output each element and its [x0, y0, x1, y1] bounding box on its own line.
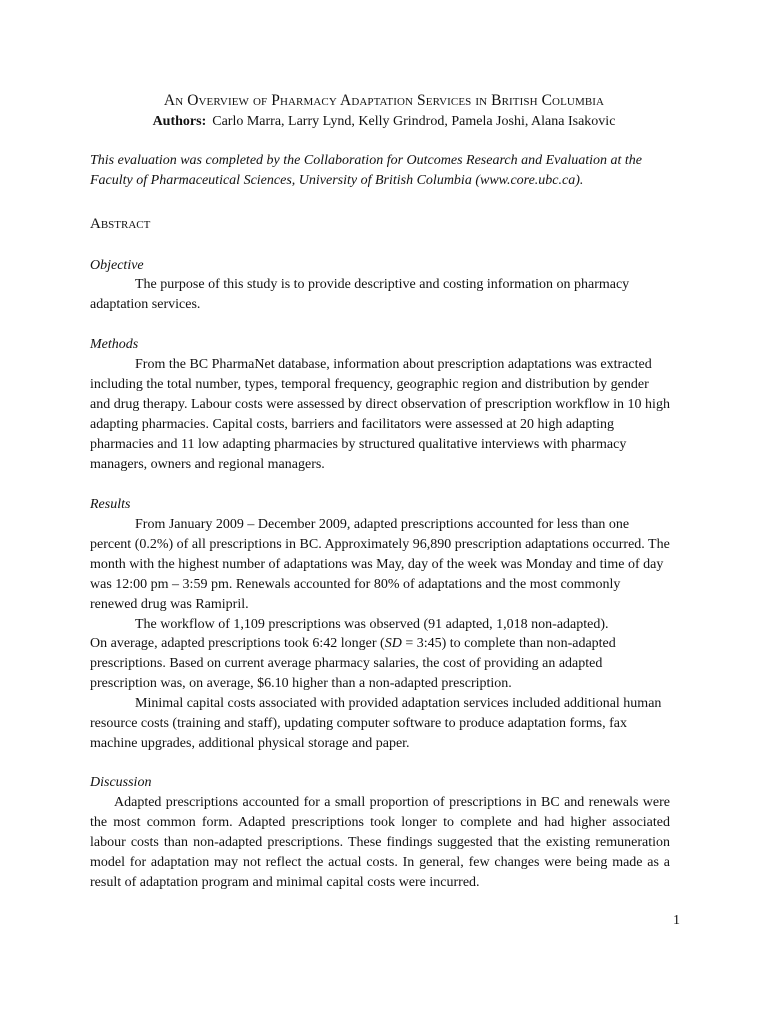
objective-heading: Objective	[90, 258, 144, 273]
methods-text: From the BC PharmaNet database, information about prescription adaptations was extracted including the total number, types, temporal frequency, geographic region and distribution by gender and drug therapy. Labour costs were assessed by direct observation of prescription workflow in 10 high adapting pharmacies. Capital costs, barriers and facilitators were assessed at 20 high adapting pharmacies and 11 low adapting pharmacies by structured qualitative interviews with pharmacy managers, owners and regional managers.	[90, 357, 670, 472]
discussion-text: Adapted prescriptions accounted for a small proportion of prescriptions in BC and renewals were the most common form. Adapted prescriptions took longer to complete and had higher associated labour costs than non-adapted prescriptions. These findings suggested that the existing remuneration model for adaptation may not reflect the actual costs. In general, few changes were being made as a result of adaptation program and minimal capital costs were incurred.	[90, 795, 670, 890]
results-heading: Results	[90, 497, 131, 512]
discussion-heading: Discussion	[90, 775, 152, 790]
authors-label: Authors:	[152, 114, 207, 129]
results-paragraph-2-line-1: The workflow of 1,109 prescriptions was observed (91 adapted, 1,018 non-adapted).	[135, 617, 609, 632]
results-paragraph-2: On average, adapted prescriptions took 6:42 longer (SD = 3:45) to complete than non-adapted prescriptions. Based on current average pharmacy salaries, the cost of providing an adapted prescription was, on average, $6.10 higher than a non-adapted prescription.	[90, 636, 616, 691]
results-paragraph-1: From January 2009 – December 2009, adapted prescriptions accounted for less than one percent (0.2%) of all prescriptions in BC. Approximately 96,890 prescription adaptations occurred. The month with the highest number of adaptations was May, day of the week was Monday and time of day was 12:00 pm – 3:59 pm. Renewals accounted for 80% of adaptations and the most commonly renewed drug was Ramipril.	[90, 517, 670, 612]
page-number: 1	[673, 913, 680, 928]
abstract-heading: Abstract	[90, 216, 151, 232]
results-paragraph-3: Minimal capital costs associated with provided adaptation services included additional human resource costs (training and staff), updating computer software to produce adaptation forms, fax machine upgrades, additional physical storage and paper.	[90, 696, 662, 751]
authors-line	[0, 114, 768, 130]
paper-title: An Overview of Pharmacy Adaptation Services in British Columbia	[163, 92, 605, 109]
sd-label: SD	[384, 636, 402, 651]
objective-text: The purpose of this study is to provide descriptive and costing information on pharmacy adaptation services.	[90, 277, 630, 312]
evaluation-note: This evaluation was completed by the Collaboration for Outcomes Research and Evaluation at the Faculty of Pharmaceutical Sciences, University of British Columbia (www.core.ubc.ca).	[90, 153, 643, 188]
methods-heading: Methods	[90, 337, 139, 352]
authors-names: Carlo Marra, Larry Lynd, Kelly Grindrod, Pamela Joshi, Alana Isakovic	[212, 114, 616, 129]
